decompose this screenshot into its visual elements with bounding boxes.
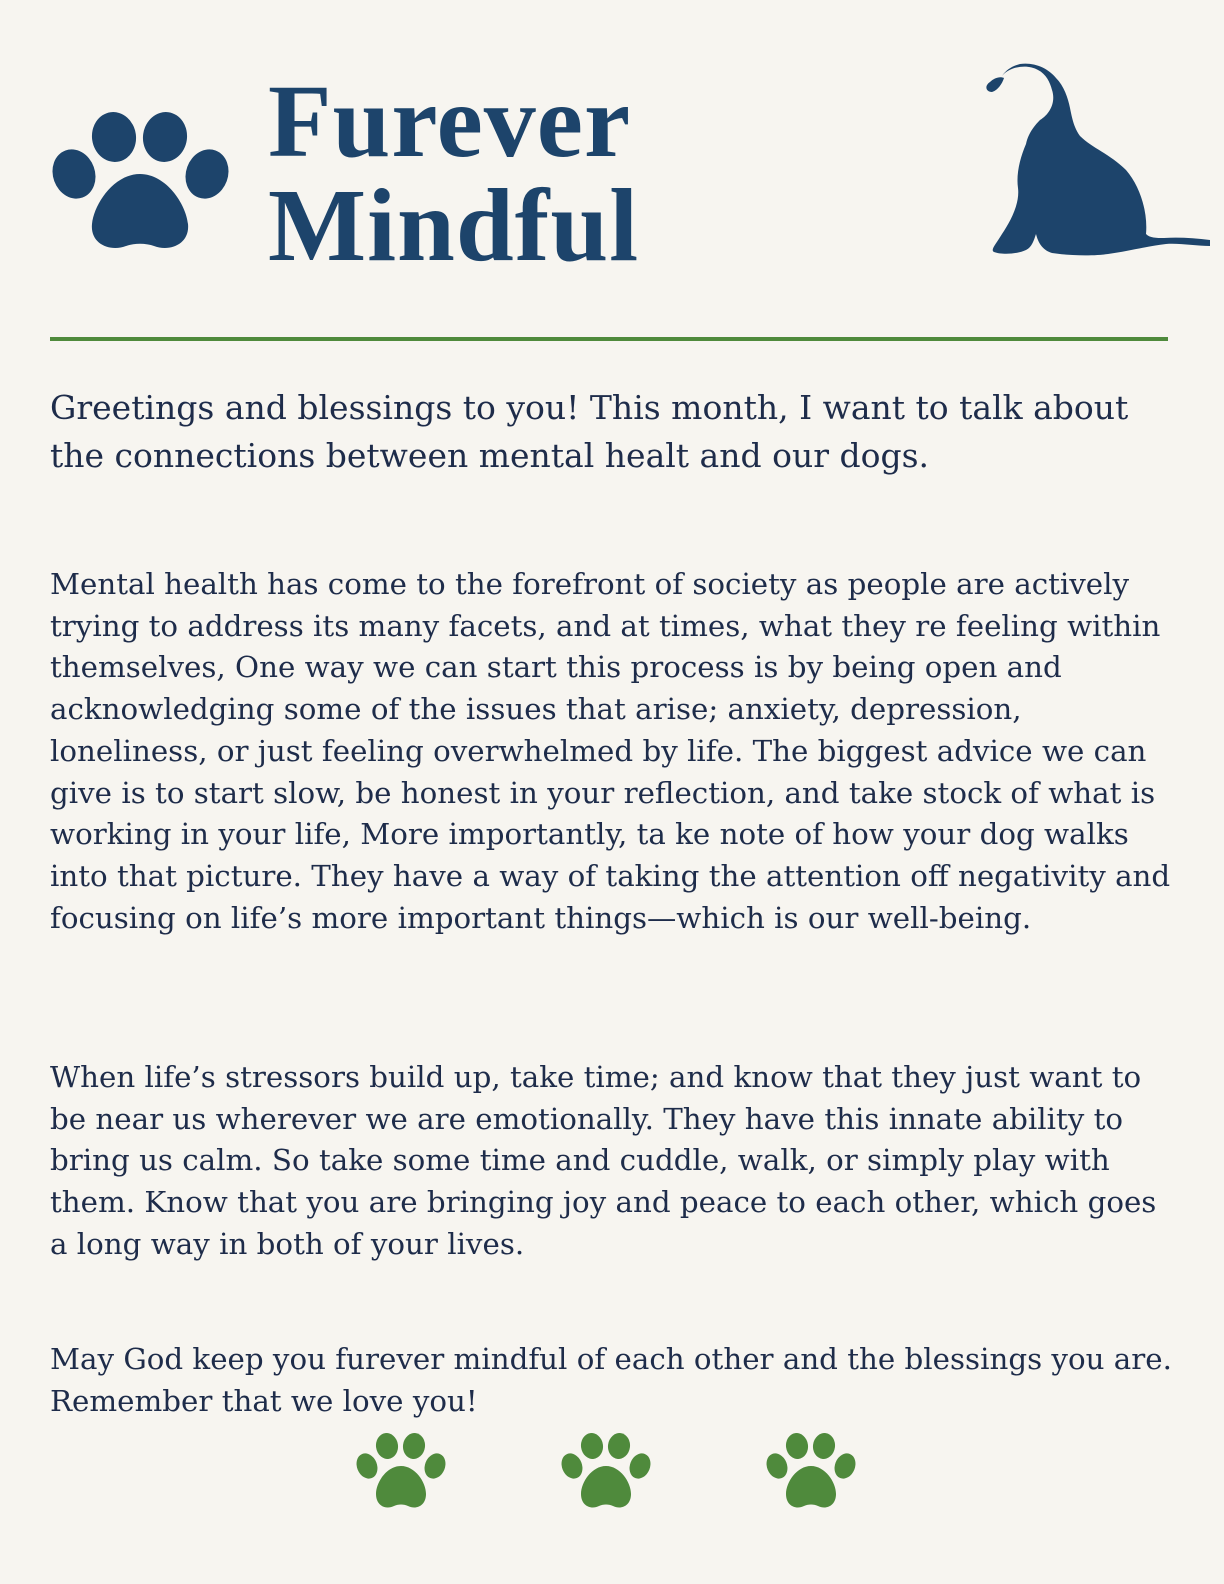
title-line-2: Mindful [268, 168, 640, 283]
closing-paragraph: May God keep you furever mindful of each other and the blessings you are. Remember that we love you! [50, 1342, 1172, 1418]
paw-print-icon [766, 1432, 856, 1510]
title-line-1: Furever [268, 64, 632, 179]
intro-paragraph: Greetings and blessings to you! This month, I want to talk about the connections between mental healt and our dogs. [50, 388, 1129, 475]
paw-print-icon [52, 112, 230, 252]
header-divider [50, 337, 1168, 341]
sitting-dog-icon [980, 62, 1210, 272]
paw-print-icon [561, 1432, 651, 1510]
body-paragraph-2: When life’s stressors build up, take time; and know that they just want to be near us wherever we are emotionally. They have this innate ability to bring us calm. So take some time and cuddle, walk, or simply play with them. Know that you are bringing joy and peace to each other, which goes a long way in both of your lives. [50, 1060, 1157, 1261]
paw-print-icon [356, 1432, 446, 1510]
page-title [268, 64, 640, 283]
body-paragraph-1: Mental health has come to the forefront of society as people are actively trying to address its many facets, and at times, what they re feeling within themselves, One way we can start this process is by being open and acknowledging some of the issues that arise; anxiety, depression, loneliness, or just feeling overwhelmed by life. The biggest advice we can give is to start slow, be honest in your reflection, and take stock of what is working in your life, More importantly, ta ke note of how your dog walks into that picture. They have a way of taking the attention off negativity and focusing on life’s more important things—which is our well-being. [50, 567, 1171, 935]
